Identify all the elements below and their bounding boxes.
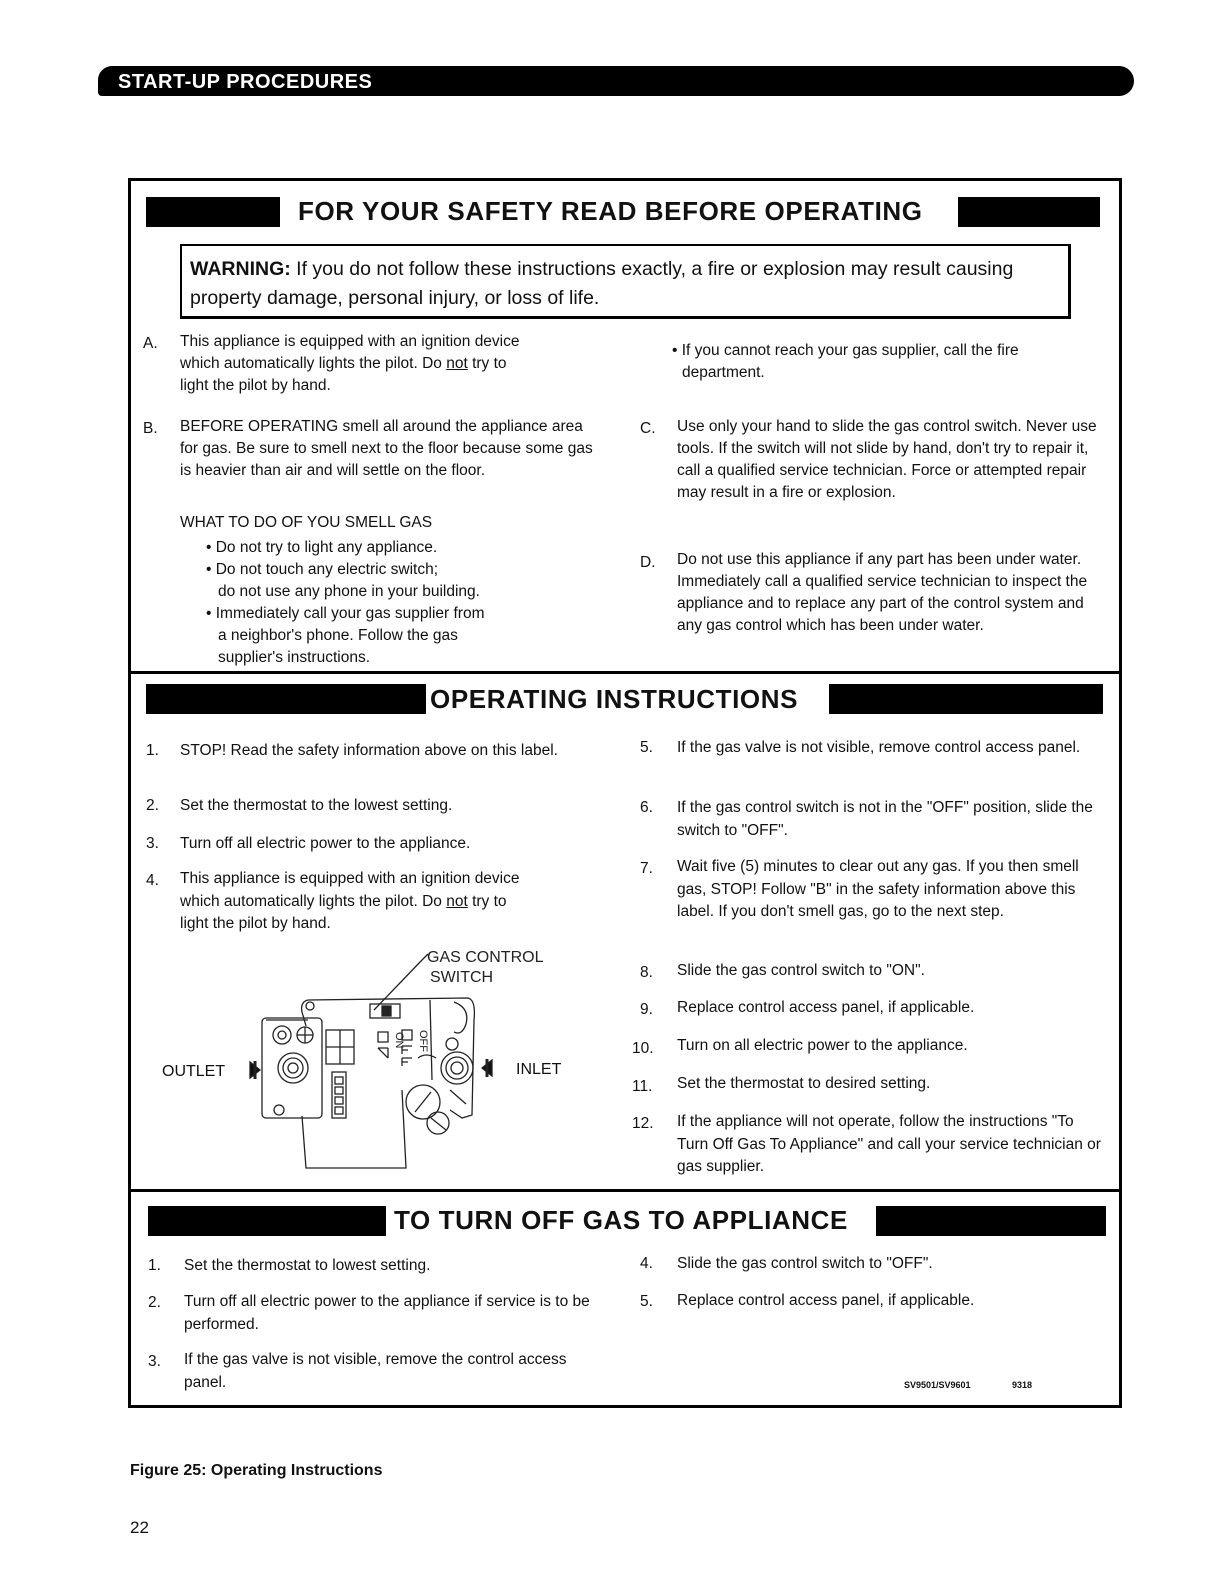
gas-valve-diagram: [150, 940, 580, 1180]
step-text: If the gas valve is not visible, remove control access panel.: [677, 739, 1081, 756]
step-text: This appliance is equipped with an ignition device which automatically lights the pilot. Do not try to light the pilot by hand.: [180, 870, 520, 932]
step-number: 1.: [146, 742, 159, 759]
item-b-label: B.: [143, 420, 158, 437]
right-bullet-cont: department.: [682, 364, 765, 381]
bullet-2-cont: do not use any phone in your building.: [218, 583, 480, 600]
label-code: SV9501/SV9601: [904, 1380, 971, 1390]
step-text: If the appliance will not operate, follow the instructions "To Turn Off Gas To Appliance" and call your service technician or gas supplier.: [677, 1113, 1101, 1175]
section-header-title: START-UP PROCEDURES: [118, 71, 373, 93]
label-code-2: 9318: [1012, 1380, 1033, 1390]
step-text: Turn off all electric power to the appliance if service is to be performed.: [184, 1293, 590, 1333]
figure-caption: Figure 25: Operating Instructions: [130, 1462, 383, 1479]
warning-label: WARNING:: [190, 258, 291, 280]
step-text: Set the thermostat to lowest setting.: [184, 1257, 431, 1274]
step-number: 2.: [148, 1294, 161, 1311]
step-number: 10.: [632, 1040, 654, 1057]
item-b-text: BEFORE OPERATING smell all around the appliance area for gas. Be sure to smell next to the floor because some gas is heavier than air and will settle on the floor.: [180, 418, 593, 479]
step-text: Replace control access panel, if applicable.: [677, 999, 975, 1016]
step-number: 9.: [640, 1001, 653, 1018]
title-bar-left: [146, 197, 280, 227]
smell-gas-heading: WHAT TO DO OF YOU SMELL GAS: [180, 514, 433, 531]
gas-control-label: GAS CONTROL: [427, 949, 544, 966]
section-divider-2: [131, 1189, 1119, 1192]
step-text: Turn on all electric power to the appliance.: [677, 1037, 968, 1054]
leader-line: [374, 960, 422, 1010]
off-label: OFF: [417, 1030, 429, 1052]
step-text: Wait five (5) minutes to clear out any gas. If you then smell gas, STOP! Follow "B" in the safety information above this label. If you don't smell gas, go to the next step.: [677, 858, 1079, 920]
step-number: 5.: [640, 1293, 653, 1310]
safety-title: FOR YOUR SAFETY READ BEFORE OPERATING: [298, 196, 923, 226]
bullet-1: • Do not try to light any appliance.: [206, 539, 438, 556]
title-bar-left: [148, 1206, 386, 1236]
step-number: 5.: [640, 739, 653, 756]
item-d-label: D.: [640, 554, 656, 571]
item-c-text: Use only your hand to slide the gas control switch. Never use tools. If the switch will not slide by hand, don't try to repair it, call a qualified service technician. Force or attempted repair may result in a fire or explosion.: [677, 418, 1097, 501]
bullet-3-cont2: supplier's instructions.: [218, 649, 370, 666]
bullet-3-cont: a neighbor's phone. Follow the gas: [218, 627, 458, 644]
title-bar-right: [876, 1206, 1106, 1236]
item-c-label: C.: [640, 420, 656, 437]
bullet-3: • Immediately call your gas supplier from: [206, 605, 485, 622]
step-text: Set the thermostat to the lowest setting.: [180, 797, 453, 814]
step-number: 11.: [632, 1078, 653, 1095]
on-label: ON: [393, 1032, 405, 1049]
step-number: 7.: [640, 860, 653, 877]
title-bar-right: [829, 684, 1103, 714]
operating-title: OPERATING INSTRUCTIONS: [430, 684, 799, 714]
step-number: 8.: [640, 964, 653, 981]
step-text: If the gas control switch is not in the "OFF" position, slide the switch to "OFF".: [677, 799, 1093, 839]
item-a-text: This appliance is equipped with an ignition device which automatically lights the pilot. Do not try to light the pilot by hand.: [180, 333, 520, 394]
step-text: Set the thermostat to desired setting.: [677, 1075, 931, 1092]
step-text: Replace control access panel, if applicable.: [677, 1292, 975, 1309]
section-divider-1: [131, 671, 1119, 674]
item-d-text: Do not use this appliance if any part has been under water. Immediately call a qualified service technician to inspect the appliance and to replace any part of the control system and any gas control which has been under water.: [677, 551, 1088, 634]
step-number: 6.: [640, 799, 653, 816]
step-text: Slide the gas control switch to "ON".: [677, 962, 925, 979]
warning-body: If you do not follow these instructions exactly, a fire or explosion may result causing property damage, personal injury, or loss of life.: [190, 258, 1014, 309]
bullet-2: • Do not touch any electric switch;: [206, 561, 439, 578]
step-number: 3.: [146, 835, 159, 852]
step-text: Slide the gas control switch to "OFF".: [677, 1255, 933, 1272]
step-number: 2.: [146, 797, 159, 814]
step-text: If the gas valve is not visible, remove the control access panel.: [184, 1351, 567, 1391]
page-number: 22: [130, 1518, 149, 1537]
switch-label: SWITCH: [430, 969, 494, 986]
warning-text: [190, 255, 1060, 313]
step-number: 4.: [146, 872, 159, 889]
title-bar-right: [958, 197, 1100, 227]
title-bar-left: [146, 684, 426, 714]
step-number: 3.: [148, 1353, 161, 1370]
right-bullet: • If you cannot reach your gas supplier, call the fire: [672, 342, 1019, 359]
step-text: Turn off all electric power to the appliance.: [180, 835, 471, 852]
step-number: 1.: [148, 1257, 161, 1274]
outlet-label: OUTLET: [162, 1063, 226, 1080]
turnoff-title: TO TURN OFF GAS TO APPLIANCE: [394, 1205, 849, 1235]
step-text: STOP! Read the safety information above on this label.: [180, 742, 558, 759]
inlet-label: INLET: [516, 1061, 562, 1078]
item-a-label: A.: [143, 335, 158, 352]
step-number: 4.: [640, 1255, 653, 1272]
step-number: 12.: [632, 1115, 654, 1132]
